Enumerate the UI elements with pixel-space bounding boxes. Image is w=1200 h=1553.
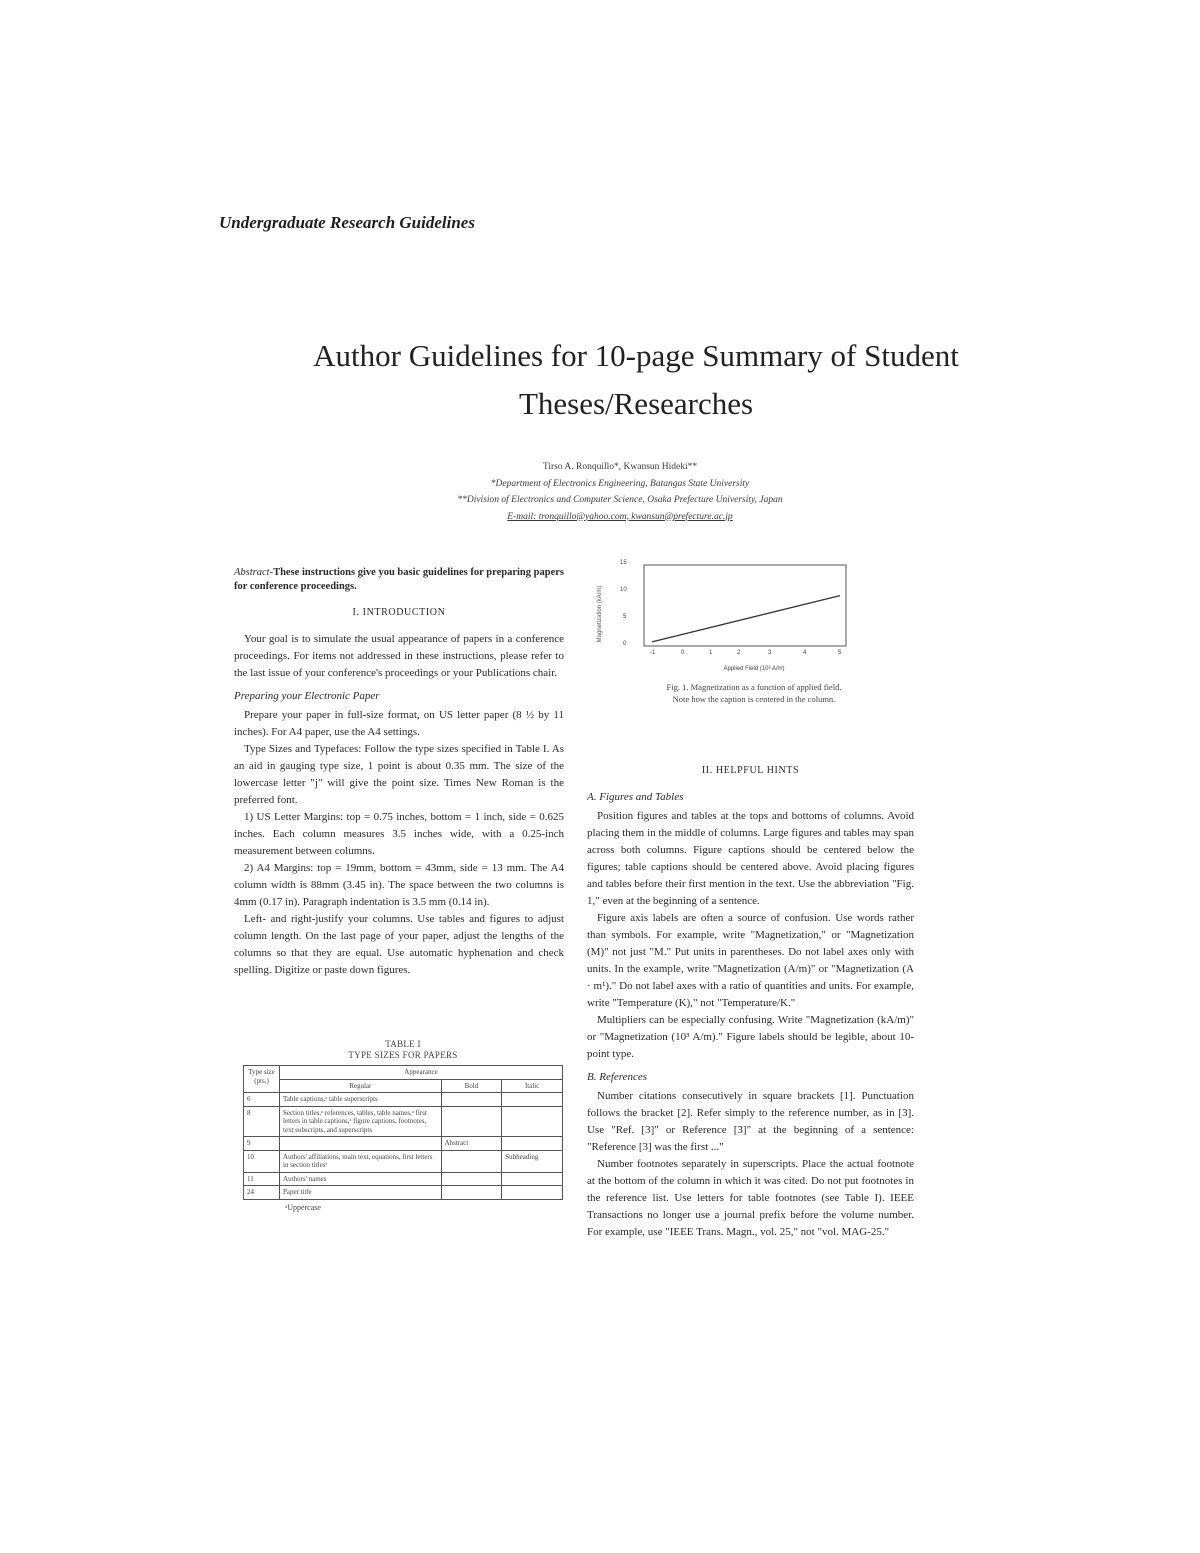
caption-line-1: Fig. 1. Magnetization as a function of applied field. — [666, 682, 842, 692]
table-row — [244, 1093, 563, 1107]
type-sizes-paragraph: Type Sizes and Typefaces: Follow the type sizes specified in Table I. As an aid in gauging type size, 1 point is about 0.35 mm. The size of the lowercase letter "j" will give the point size. Times New Roman is the preferred font. — [234, 743, 564, 806]
table-title-1: TABLE I — [385, 1039, 421, 1049]
table-cell-size: 24 — [244, 1186, 280, 1200]
table-header-appearance: Appearance — [280, 1066, 563, 1080]
left-column — [234, 566, 564, 979]
plot-frame — [644, 565, 846, 646]
a4-margins-paragraph: 2) A4 Margins: top = 19mm, bottom = 43mm, side = 13 mm. The A4 column width is 88mm (3.45 in). The space between the two columns is 4mm (0.17 in). Paragraph indentation is 3.5 mm (0.14 in). — [234, 862, 564, 908]
y-tick-label: 15 — [620, 560, 627, 566]
table-cell-size: 11 — [244, 1172, 280, 1186]
table-cell-italic — [502, 1172, 563, 1186]
x-tick-label: 1 — [709, 650, 713, 656]
table-cell-size: 6 — [244, 1093, 280, 1107]
table-row — [244, 1137, 563, 1151]
table-footnote: ᵃUppercase — [285, 1202, 321, 1212]
paper-title — [180, 332, 1092, 428]
author-block — [330, 459, 910, 525]
table-header-italic: Italic — [502, 1079, 563, 1093]
table-cell-bold — [441, 1106, 502, 1137]
table-cell-bold — [441, 1150, 502, 1172]
us-margins-paragraph: 1) US Letter Margins: top = 0.75 inches, bottom = 1 inch, side = 0.625 inches. Each column measures 3.5 inches wide, with a 0.25-inch measurement between columns. — [234, 811, 564, 857]
subheading-references: B. References — [587, 1071, 648, 1083]
title-line-1: Author Guidelines for 10-page Summary of Student — [313, 338, 959, 373]
affiliation-2: **Division of Electronics and Computer Science, Osaka Prefecture University, Japan — [457, 495, 783, 505]
running-header: Undergraduate Research Guidelines — [219, 213, 475, 232]
table-header-regular: Regular — [280, 1079, 442, 1093]
abstract-lead: Abstract- — [234, 567, 274, 578]
figure-caption — [614, 681, 894, 705]
table-cell-size: 8 — [244, 1106, 280, 1137]
abstract — [234, 566, 564, 594]
table-cell-regular — [280, 1137, 442, 1151]
x-tick-label: -1 — [650, 650, 656, 656]
author-names: Tirso A. Ronquillo*, Kwansun Hideki** — [542, 462, 698, 472]
section-heading-hints: II. HELPFUL HINTS — [701, 765, 800, 776]
table-row — [244, 1150, 563, 1172]
intro-paragraph: Your goal is to simulate the usual appearance of papers in a conference proceedings. For items not addressed in these instructions, please refer to the last issue of your conference's proceedings or your Publications chair. — [234, 633, 564, 679]
table-cell-bold — [441, 1093, 502, 1107]
table-title-2: TYPE SIZES FOR PAPERS — [348, 1050, 458, 1060]
table-cell-italic — [502, 1093, 563, 1107]
table-cell-regular: Paper title — [280, 1186, 442, 1200]
section-heading-introduction: I. INTRODUCTION — [352, 607, 446, 618]
table-cell-regular: Authors' affiliations, main text, equations, first letters in section titlesᵃ — [280, 1150, 442, 1172]
table-cell-size: 10 — [244, 1150, 280, 1172]
x-axis-title: Applied Field (10³ A/m) — [723, 666, 785, 672]
table-header-bold: Bold — [441, 1079, 502, 1093]
x-tick-label: 3 — [768, 650, 772, 656]
x-tick-label: 5 — [838, 650, 842, 656]
table-cell-regular: Authors' names — [280, 1172, 442, 1186]
right-column — [587, 752, 914, 1241]
figures-paragraph: Position figures and tables at the tops and bottoms of columns. Avoid placing them in the middle of columns. Large figures and tables may span across both columns. Figure captions should be centered below the figures; table captions should be centered above. Avoid placing figures and tables before their first mention in the text. Use the abbreviation "Fig. 1," even at the beginning of a sentence. — [587, 810, 914, 907]
justify-paragraph: Left- and right-justify your columns. Use tables and figures to adjust column length. On the last page of your paper, adjust the lengths of the columns so that they are equal. Use automatic hyphenation and check spelling. Digitize or paste down figures. — [234, 913, 564, 976]
x-tick-label: 4 — [803, 650, 807, 656]
table-cell-italic: Subheading — [502, 1150, 563, 1172]
table-cell-size: 9 — [244, 1137, 280, 1151]
x-tick-label: 2 — [737, 650, 741, 656]
prep-paragraph: Prepare your paper in full-size format, on US letter paper (8 ½ by 11 inches). For A4 paper, use the A4 settings. — [234, 709, 564, 738]
table-cell-bold — [441, 1172, 502, 1186]
abstract-text: These instructions give you basic guidelines for preparing papers for conference proceedings. — [234, 567, 564, 592]
table-row — [244, 1186, 563, 1200]
plot-area — [594, 553, 894, 663]
table-cell-italic — [502, 1186, 563, 1200]
table-type-sizes — [243, 1039, 563, 1212]
table-row — [244, 1172, 563, 1186]
y-tick-label: 5 — [623, 614, 627, 620]
table-cell-italic — [502, 1106, 563, 1137]
series-line — [652, 596, 840, 642]
figure-1 — [594, 553, 894, 713]
subheading-figures-tables: A. Figures and Tables — [587, 791, 684, 803]
table-cell-italic — [502, 1137, 563, 1151]
table-cell-regular: Table captions,ᵃ table superscripts — [280, 1093, 442, 1107]
y-axis-title: Magnetization (kA/m) — [597, 585, 603, 643]
affiliation-1: *Department of Electronics Engineering, Batangas State University — [490, 478, 750, 489]
table-cell-bold: Abstract — [441, 1137, 502, 1151]
type-size-table — [243, 1065, 563, 1200]
references-paragraph: Number citations consecutively in square brackets [1]. Punctuation follows the bracket [2]. Refer simply to the reference number, as in [3]. Use "Ref. [3]" or Reference [3]" at the beginning of a sentence: "Reference [3] was the first ..." — [587, 1090, 914, 1153]
subheading-preparing: Preparing your Electronic Paper — [234, 690, 380, 702]
x-tick-label: 0 — [681, 650, 685, 656]
title-line-2: Theses/Researches — [518, 386, 754, 421]
plot-series-group — [652, 596, 840, 642]
table-header-type: Type size (pts.) — [244, 1066, 280, 1093]
y-tick-label: 0 — [623, 641, 627, 647]
multipliers-paragraph: Multipliers can be especially confusing. Write "Magnetization (kA/m)" or "Magnetization (10³ A/m)." Figure labels should be legible, about 10-point type. — [587, 1014, 914, 1060]
caption-line-2: Note how the caption is centered in the column. — [672, 694, 836, 704]
author-emails[interactable]: E-mail: tronquillo@yahoo.com, kwansun@prefecture.ac.jp — [507, 511, 733, 522]
axis-labels-paragraph: Figure axis labels are often a source of confusion. Use words rather than symbols. For example, write "Magnetization," or "Magnetization (M)" not just "M." Put units in parentheses. Do not label axes only with units. In the example, write "Magnetization (A/m)" or "Magnetization (A · m¹)." Do not label axes with a ratio of quantities and units. For example, write "Temperature (K)," not "Temperature/K." — [587, 912, 914, 1009]
table-cell-bold — [441, 1186, 502, 1200]
y-tick-label: 10 — [620, 587, 627, 593]
table-cell-regular: Section titles,ᵃ references, tables, table names,ᵃ first letters in table captions,ᵃ figure captions, footnotes, text subscripts, and superscripts — [280, 1106, 442, 1137]
table-row — [244, 1106, 563, 1137]
footnotes-paragraph: Number footnotes separately in superscripts. Place the actual footnote at the bottom of the column in which it was cited. Do not put footnotes in the reference list. Use letters for table footnotes (see Table I). IEEE Transactions no longer use a journal prefix before the volume number. For example, use "IEEE Trans. Magn., vol. 25," not "vol. MAG-25." — [587, 1158, 914, 1238]
